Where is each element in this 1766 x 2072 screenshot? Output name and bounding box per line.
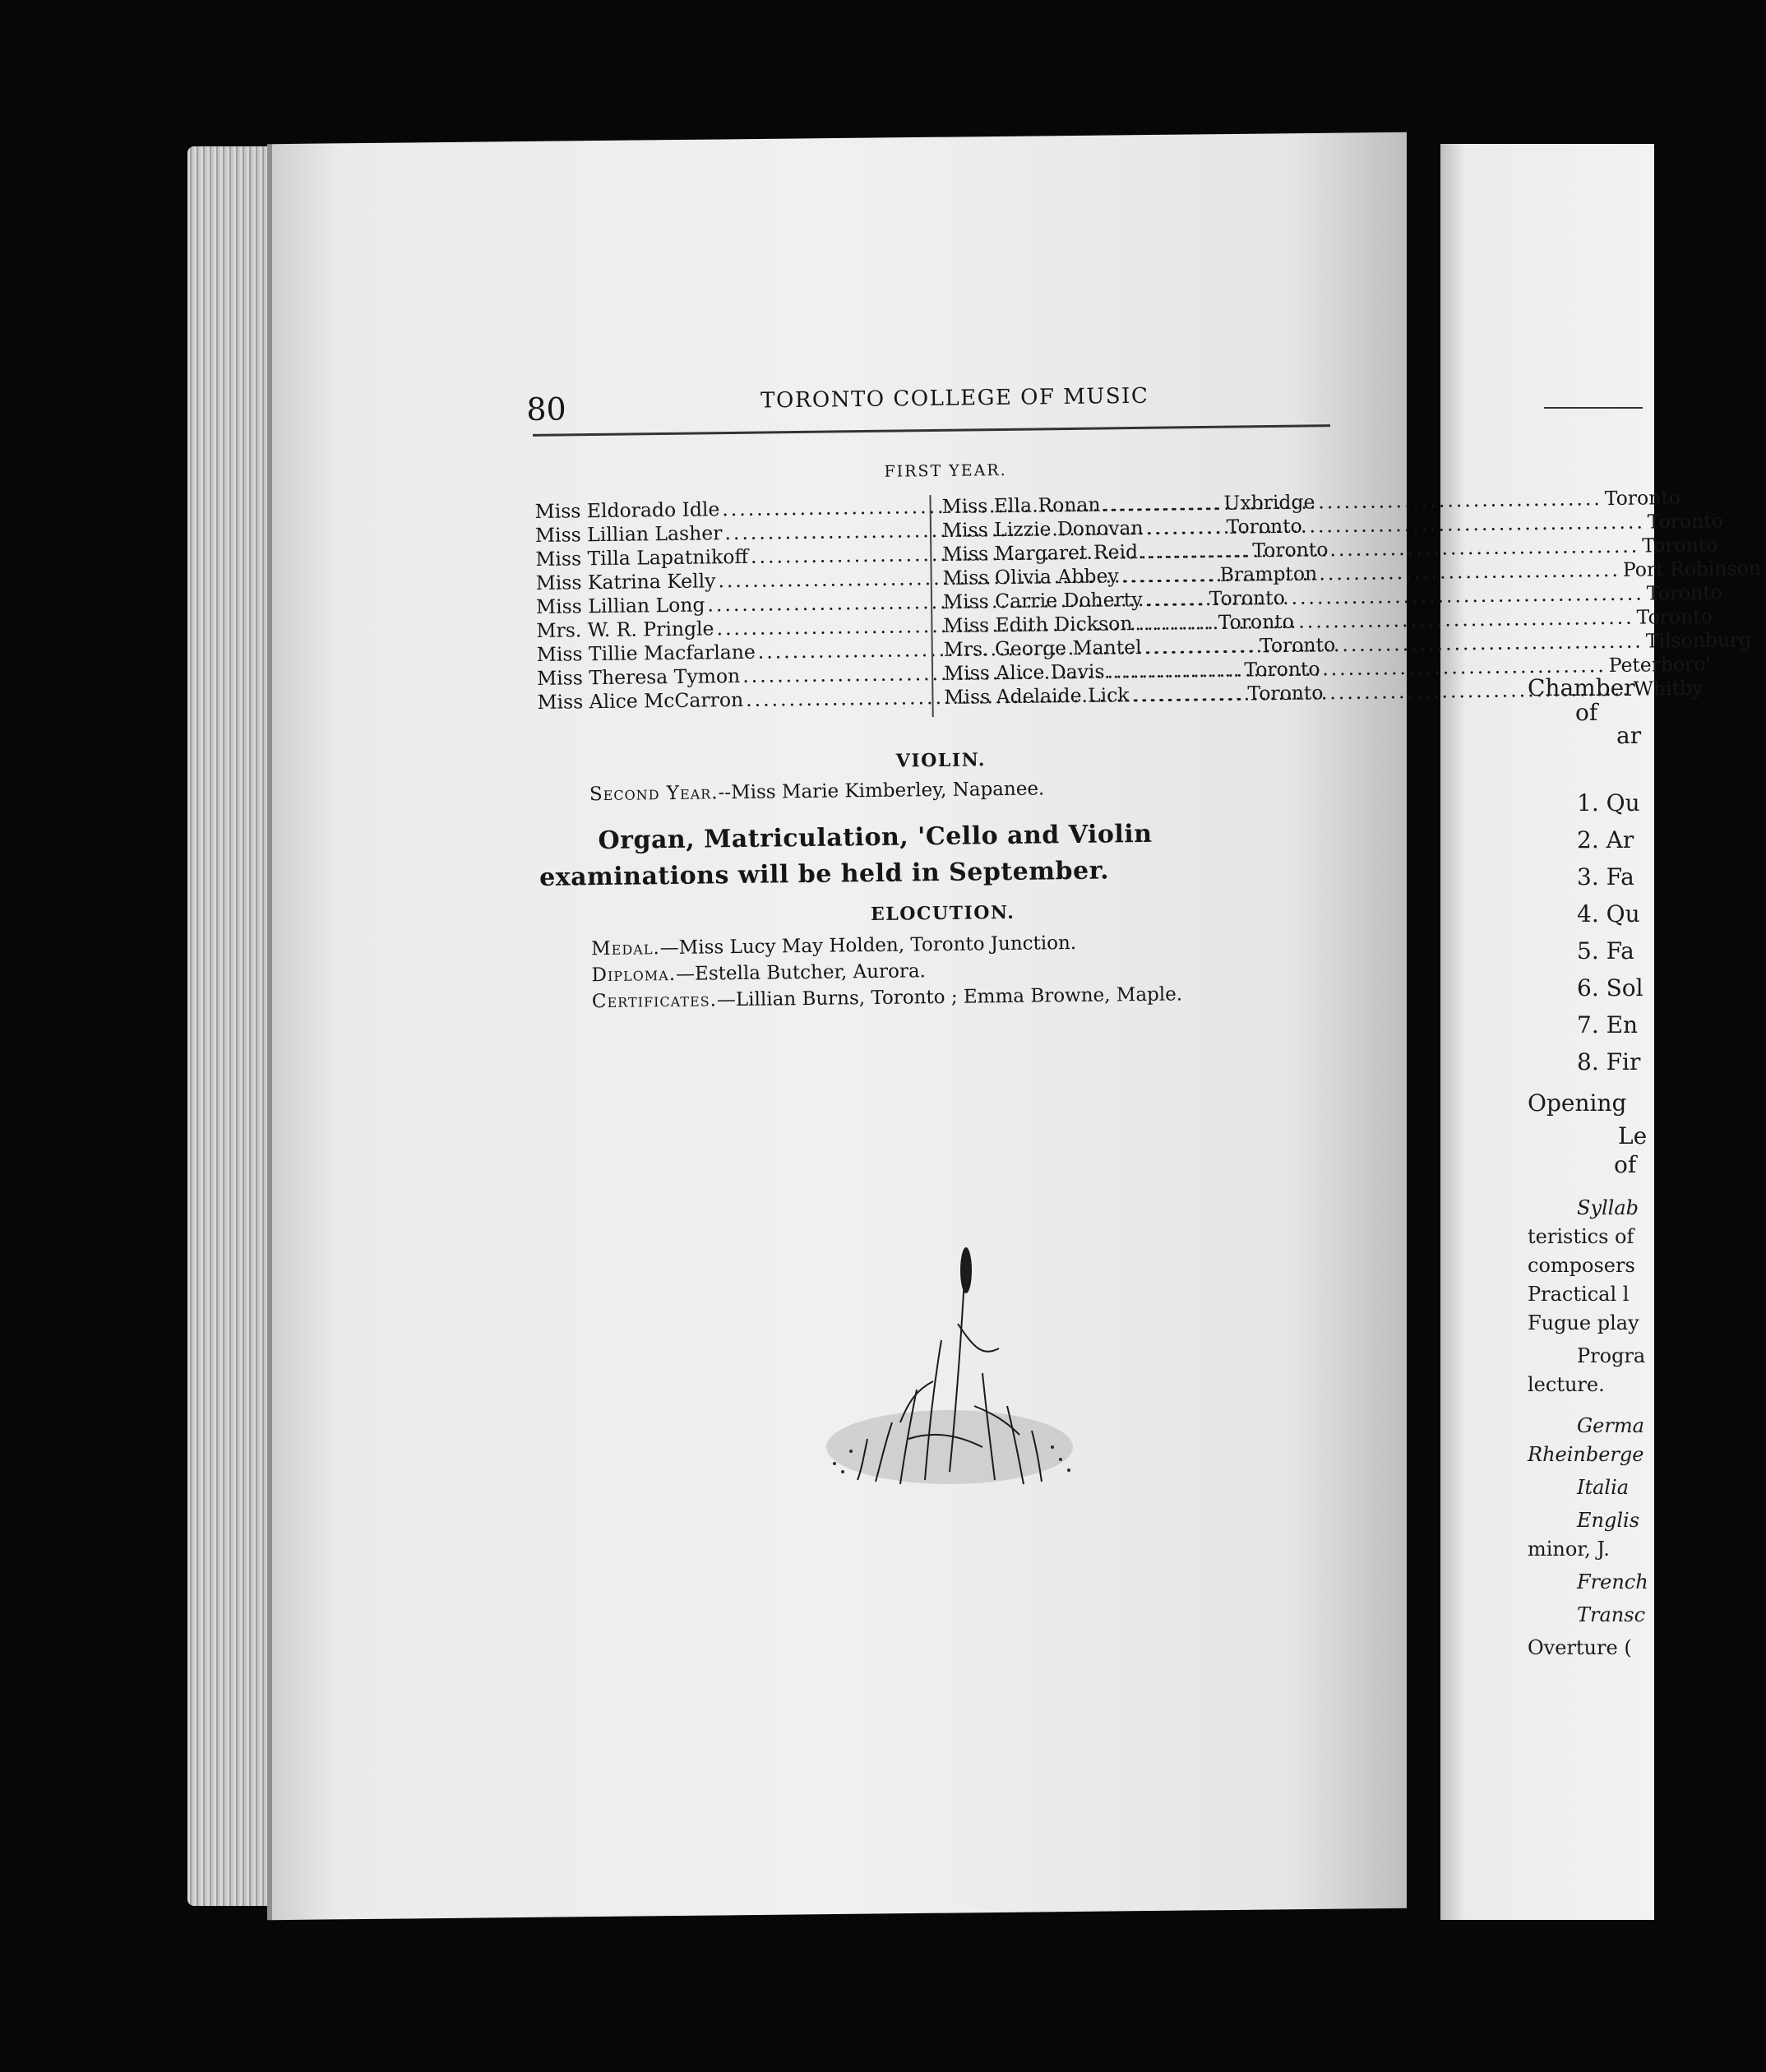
student-name: Miss Alice McCarron xyxy=(537,687,744,714)
elocution-heading: ELOCUTION. xyxy=(870,901,1015,926)
elocution-text: —Miss Lucy May Holden, Toronto Junction. xyxy=(659,932,1077,960)
right-page-fragment: Syllab xyxy=(1577,1196,1639,1219)
student-place: Port Robinson xyxy=(1622,556,1762,581)
student-name: Miss Ella Ronan xyxy=(941,493,1101,518)
right-page-fragment: of xyxy=(1575,699,1598,726)
violin-label: Second Year. xyxy=(589,782,719,806)
running-title: TORONTO COLLEGE OF MUSIC xyxy=(760,383,1149,414)
student-place: Toronto xyxy=(1646,580,1723,605)
student-place: Tilsonburg xyxy=(1645,627,1752,653)
student-name: Mrs. W. R. Pringle xyxy=(536,617,714,642)
right-page-fragment: teristics of xyxy=(1528,1225,1634,1248)
student-name: Miss Theresa Tymon xyxy=(536,664,741,690)
right-page-fragment: minor, J. xyxy=(1528,1538,1610,1561)
reed-grass-vignette xyxy=(818,1225,1081,1505)
right-page-fragment: 7. En xyxy=(1577,1011,1639,1038)
right-page-fragment: 6. Sol xyxy=(1577,974,1643,1001)
student-name: Miss Tilla Lapatnikoff xyxy=(535,544,749,571)
student-name: Miss Edith Dickson xyxy=(943,612,1133,637)
student-name: Miss Olivia Abbey xyxy=(942,564,1119,590)
first-year-heading: FIRST YEAR. xyxy=(884,460,1007,481)
right-page-rule xyxy=(1544,407,1643,409)
page-number: 80 xyxy=(526,391,566,428)
student-name: Miss Margaret Reid xyxy=(942,540,1139,566)
student-place: Toronto xyxy=(1642,533,1718,557)
elocution-label: Diploma. xyxy=(591,963,677,987)
elocution-text: —Estella Butcher, Aurora. xyxy=(675,960,927,985)
right-page-fragment: composers xyxy=(1528,1254,1635,1277)
student-place: Toronto xyxy=(1209,585,1285,610)
right-page-fragment: Englis xyxy=(1577,1509,1640,1532)
elocution-entry xyxy=(592,982,1347,1012)
elocution-entry xyxy=(591,929,1346,960)
student-place: Toronto xyxy=(1218,609,1295,634)
right-page-fragment: Germa xyxy=(1577,1414,1644,1437)
right-page-fragment: Italia xyxy=(1577,1476,1630,1499)
elocution-text: —Lillian Burns, Toronto ; Emma Browne, Maple. xyxy=(716,983,1183,1011)
right-page-fragment: 2. Ar xyxy=(1577,826,1634,853)
right-page-fragment: 8. Fir xyxy=(1577,1048,1641,1075)
student-name: Miss Lizzie Donovan xyxy=(941,516,1144,542)
right-page-fragment: ar xyxy=(1616,722,1642,749)
right-page-fragment: Opening xyxy=(1528,1089,1627,1117)
violin-entry xyxy=(589,775,1344,805)
student-place: Peterboro' xyxy=(1608,652,1712,678)
student-place: Toronto xyxy=(1226,514,1302,539)
right-page-fragment: 1. Qu xyxy=(1577,789,1640,816)
right-page-fragment: Rheinberge xyxy=(1528,1443,1644,1466)
elocution-label: Medal. xyxy=(591,937,660,960)
student-name: Miss Lillian Long xyxy=(535,593,705,618)
student-name: Miss Lillian Lasher xyxy=(534,521,723,547)
student-place: Toronto xyxy=(1604,485,1681,511)
student-name: Miss Carrie Doherty xyxy=(942,587,1143,613)
student-place: Toronto xyxy=(1247,681,1324,705)
student-name: Miss Eldorado Idle xyxy=(534,497,720,523)
right-page-fragment: Le xyxy=(1618,1122,1648,1149)
student-name: Miss Alice Davis xyxy=(943,659,1105,685)
right-page-fragment: Progra xyxy=(1577,1344,1646,1367)
right-page-fragment: 3. Fa xyxy=(1577,863,1634,890)
student-place: Brampton xyxy=(1219,562,1318,586)
right-page-fragment: Fugue play xyxy=(1528,1311,1639,1334)
student-name: Miss Tillie Macfarlane xyxy=(536,640,756,666)
running-head xyxy=(526,382,1332,428)
header-rule xyxy=(533,424,1330,437)
student-place: Toronto xyxy=(1259,633,1336,658)
elocution-entry xyxy=(591,955,1346,986)
examinations-notice: Organ, Matriculation, 'Cello and Violin examinations will be held in September. xyxy=(539,819,1153,892)
student-name: Mrs. George Mantel xyxy=(943,635,1142,661)
violin-heading: VIOLIN. xyxy=(895,749,987,772)
right-page-fragment: Practical l xyxy=(1528,1283,1630,1306)
student-place: Toronto xyxy=(1647,509,1724,534)
right-page-fragment: Transc xyxy=(1577,1603,1646,1626)
violin-text: --Miss Marie Kimberley, Napanee. xyxy=(718,778,1045,804)
right-page-fragment: 4. Qu xyxy=(1577,900,1640,927)
right-page-fragment: 5. Fa xyxy=(1577,937,1634,964)
right-page-fragment: Chamber xyxy=(1528,674,1635,701)
student-place: Toronto xyxy=(1636,604,1713,629)
student-place: Toronto xyxy=(1252,538,1329,562)
right-page-fragment: lecture. xyxy=(1528,1373,1605,1396)
student-name: Miss Adelaide Lick xyxy=(944,683,1130,709)
student-place: Uxbridge xyxy=(1223,490,1315,515)
right-page-fragment: of xyxy=(1614,1151,1637,1178)
student-name: Miss Katrina Kelly xyxy=(535,569,716,594)
student-place: Toronto xyxy=(1244,657,1320,682)
elocution-list xyxy=(540,929,1347,1013)
student-place: Whitby xyxy=(1633,676,1704,701)
right-page-fragment: Overture ( xyxy=(1528,1636,1632,1659)
elocution-label: Certificates. xyxy=(591,989,718,1013)
right-page-fragment: French xyxy=(1577,1570,1648,1593)
